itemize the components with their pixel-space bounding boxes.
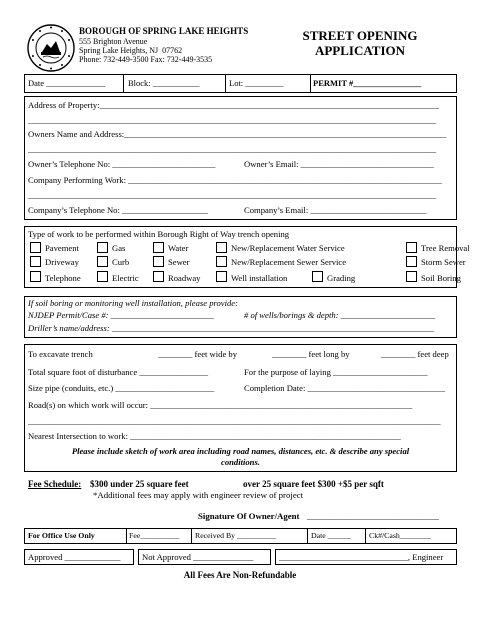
water-label: Water [168,243,189,253]
fee-under-25: $300 under 25 square feet [90,479,189,489]
soil-boring-heading: If soil boring or monitoring well installation, please provide: [28,298,238,308]
office-date-field[interactable]: Date ______ [311,531,352,540]
fee-schedule-label: Fee Schedule: [28,479,82,489]
owners-address-line2[interactable]: _______________________________________________________________________________________________ [28,144,437,154]
well-installation-checkbox[interactable] [216,271,227,282]
feet-wide-field[interactable]: ________ feet wide by [158,349,237,359]
sewer-service-label: New/Replacement Sewer Service [231,257,347,267]
njdep-permit-field[interactable]: NJDEP Permit/Case #: ________________________ [28,310,214,320]
storm-sewer-label: Storm Sewer [421,257,466,267]
owners-name-address-field[interactable]: Owners Name and Address:___________________________________________________________________________ [28,129,447,139]
excavate-label: To excavate trench [28,349,93,359]
approved-field[interactable]: Approved _____________ [28,552,121,562]
gas-label: Gas [112,243,126,253]
pipe-size-field[interactable]: Size pipe (conduits, etc.) _______________________ [28,383,215,393]
non-refundable-notice: All Fees Are Non-Refundable [183,570,297,580]
block-field[interactable]: Block: ___________ [128,78,200,88]
telephone-checkbox[interactable] [30,271,41,282]
sewer-label: Sewer [168,257,190,267]
soil-boring-label: Soil Boring [421,273,461,283]
disturbance-field[interactable]: Total square foot of disturbance ________________ [28,367,209,377]
owner-telephone-field[interactable]: Owner’s Telephone No: ________________________ [28,159,216,169]
signature-line[interactable]: ______________________________ [307,511,439,521]
feet-deep-field[interactable]: ________ feet deep [381,349,449,359]
form-title-line2: APPLICATION [314,43,406,58]
sewer-checkbox[interactable] [153,256,164,267]
driveway-checkbox[interactable] [30,256,41,267]
water-service-label: New/Replacement Water Service [231,243,345,253]
intersection-field[interactable]: Nearest Intersection to work: _______________________________________________________________ [28,431,401,441]
borough-address-2: Spring Lake Heights, NJ 07762 [79,46,183,55]
lot-field[interactable]: Lot: _________ [229,78,284,88]
driller-field[interactable]: Driller’s name/address: ___________________________________________________________________________ [28,323,435,333]
well-installation-label: Well installation [231,273,288,283]
not-approved-field[interactable]: Not Approved ______________ [142,552,254,562]
roads-line2[interactable]: ________________________________________________________________________________________________ [28,416,441,426]
fee-over-25: over 25 square feet $300 +$5 per sqft [243,479,384,489]
sewer-service-checkbox[interactable] [216,256,227,267]
property-address-field[interactable]: Address of Property:_______________________________________________________________________________ [28,100,440,110]
sketch-note-line1: Please include sketch of work area including road names, distances, etc. & describe any special [71,446,410,456]
sketch-note-line2: conditions. [221,457,260,467]
signature-label: Signature Of Owner/Agent [198,511,300,521]
company-email-field[interactable]: Company’s Email: ___________________________ [244,205,427,215]
borough-seal [27,24,75,72]
work-type-heading: Type of work to be performed within Borough Right of Way trench opening [28,229,290,239]
office-ck-cash-field[interactable]: Ck#/Cash________ [369,531,431,540]
curb-label: Curb [112,257,130,267]
telephone-label: Telephone [45,273,81,283]
completion-date-field[interactable]: Completion Date: ________________________________ [244,383,445,393]
date-field[interactable]: Date ______________ [28,78,106,88]
form-title-line1: STREET OPENING [302,28,418,43]
water-service-checkbox[interactable] [216,242,227,253]
water-checkbox[interactable] [153,242,164,253]
wells-depth-field[interactable]: # of wells/borings & depth: ______________________ [244,310,436,320]
electric-checkbox[interactable] [97,271,108,282]
pavement-checkbox[interactable] [30,242,41,253]
company-performing-work-field[interactable]: Company Performing Work: _________________________________________________________________________ [28,175,442,185]
permit-field[interactable]: PERMIT #________________ [313,78,422,88]
grading-label: Grading [327,273,356,283]
fee-note: *Additional fees may apply with engineer review of project [93,490,304,500]
company-telephone-field[interactable]: Company’s Telephone No: ____________________ [28,205,208,215]
pavement-label: Pavement [45,243,79,253]
roads-field[interactable]: Road(s) on which work will occur: _____________________________________________________________ [28,400,413,410]
owner-email-field[interactable]: Owner’s Email: _______________________________ [244,159,434,169]
gas-checkbox[interactable] [97,242,108,253]
driveway-label: Driveway [45,257,79,267]
engineer-field[interactable]: ______________________________, Engineer [279,552,444,562]
roadway-label: Roadway [168,273,201,283]
storm-sewer-checkbox[interactable] [406,256,417,267]
tree-removal-checkbox[interactable] [406,242,417,253]
borough-phone: Phone: 732-449-3500 Fax: 732-449-3535 [79,55,213,64]
office-received-by-field[interactable]: Received By __________ [195,531,276,540]
electric-label: Electric [112,273,139,283]
feet-long-field[interactable]: ________ feet long by [272,349,350,359]
roadway-checkbox[interactable] [153,271,164,282]
property-address-line2[interactable]: _______________________________________________________________________________________________ [28,115,437,125]
office-fee-field[interactable]: Fee__________ [129,531,180,540]
purpose-field[interactable]: For the purpose of laying ______________________ [244,367,428,377]
company-line2[interactable]: _______________________________________________________________________________________________ [28,190,437,200]
soil-boring-checkbox[interactable] [406,271,417,282]
curb-checkbox[interactable] [97,256,108,267]
borough-address-1: 555 Brighton Avenue [79,37,148,46]
grading-checkbox[interactable] [312,271,323,282]
office-use-label: For Office Use Only [28,531,95,540]
tree-removal-label: Tree Removal [421,243,470,253]
borough-name: BOROUGH OF SPRING LAKE HEIGHTS [79,26,249,36]
